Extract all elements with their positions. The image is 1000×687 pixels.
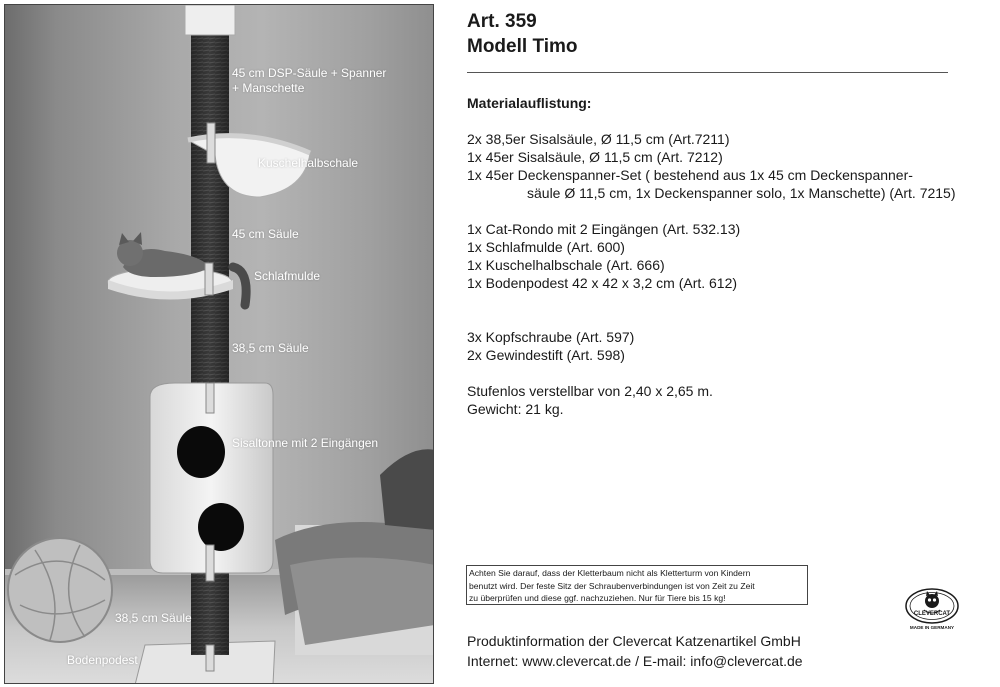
materials-group-screws bbox=[467, 328, 634, 364]
barrel-entrance-upper bbox=[177, 426, 225, 478]
label-floor-base: Bodenpodest bbox=[67, 653, 138, 667]
product-photo bbox=[4, 4, 434, 684]
divider bbox=[467, 72, 948, 73]
materials-heading: Materialauflistung: bbox=[467, 95, 592, 111]
sofa bbox=[275, 449, 434, 655]
material-line: 1x Schlafmulde (Art. 600) bbox=[467, 239, 625, 255]
label-column-45: 45 cm Säule bbox=[232, 227, 299, 241]
material-line: 1x 45er Deckenspanner-Set ( bestehend aus 1x 45 cm Deckenspanner- bbox=[467, 167, 913, 183]
materials-group-parts bbox=[467, 220, 740, 292]
label-column-385-upper: 38,5 cm Säule bbox=[232, 341, 309, 355]
footer-contact: Internet: www.clevercat.de / E-mail: info@clevercat.de bbox=[467, 653, 803, 669]
label-sisal-barrel: Sisaltonne mit 2 Eingängen bbox=[232, 436, 379, 450]
material-line: 1x Bodenpodest 42 x 42 x 3,2 cm (Art. 612) bbox=[467, 275, 738, 291]
logo-brand: CLEVERCAT bbox=[913, 611, 951, 617]
logo-tagline: MADE IN GERMANY bbox=[909, 625, 955, 630]
article-number: Art. 359 bbox=[467, 11, 537, 32]
material-line: 3x Kopfschraube (Art. 597) bbox=[467, 329, 635, 345]
label-column-385-lower: 38,5 cm Säule bbox=[115, 611, 192, 625]
materials-group-specs bbox=[467, 382, 713, 418]
wicker-ball bbox=[8, 538, 112, 642]
clevercat-logo-icon bbox=[902, 586, 962, 632]
material-line: 1x Kuschelhalbschale (Art. 666) bbox=[467, 257, 665, 273]
footer bbox=[467, 631, 803, 671]
spec-line: Gewicht: 21 kg. bbox=[467, 401, 564, 417]
bracket bbox=[207, 123, 215, 163]
label-cuddle-shell: Kuschelhalbschale bbox=[258, 156, 359, 170]
notice-line: benutzt wird. Der feste Sitz der Schraubenverbindungen ist von Zeit zu Zeit bbox=[469, 580, 755, 591]
material-line: 2x 38,5er Sisalsäule, Ø 11,5 cm (Art.7211) bbox=[467, 131, 730, 147]
label-top-column: 45 cm DSP-Säule + Spanner + Manschette bbox=[232, 66, 387, 95]
material-line: 1x 45er Sisalsäule, Ø 11,5 cm (Art. 7212) bbox=[467, 149, 723, 165]
ceiling-cap bbox=[185, 5, 235, 35]
material-line: 1x Cat-Rondo mit 2 Eingängen (Art. 532.13) bbox=[467, 221, 741, 237]
material-line: säule Ø 11,5 cm, 1x Deckenspanner solo, 1x Manschette) (Art. 7215) bbox=[527, 185, 956, 201]
footer-company: Produktinformation der Clevercat Katzenartikel GmbH bbox=[467, 633, 801, 649]
cat-tree-illustration bbox=[5, 5, 434, 684]
barrel-entrance-lower bbox=[198, 503, 244, 551]
model-name: Modell Timo bbox=[467, 36, 578, 57]
materials-group-columns bbox=[467, 130, 956, 202]
label-sleep-bed: Schlafmulde bbox=[254, 269, 321, 283]
spec-line: Stufenlos verstellbar von 2,40 x 2,65 m. bbox=[467, 383, 713, 399]
notice-line: Achten Sie darauf, dass der Kletterbaum nicht als Kletterturm von Kindern bbox=[469, 568, 751, 578]
notice-line: zu überprüfen und diese ggf. nachzuziehen. Nur für Tiere bis 15 kg! bbox=[469, 593, 726, 604]
material-line: 2x Gewindestift (Art. 598) bbox=[467, 347, 625, 363]
safety-notice bbox=[466, 565, 808, 605]
